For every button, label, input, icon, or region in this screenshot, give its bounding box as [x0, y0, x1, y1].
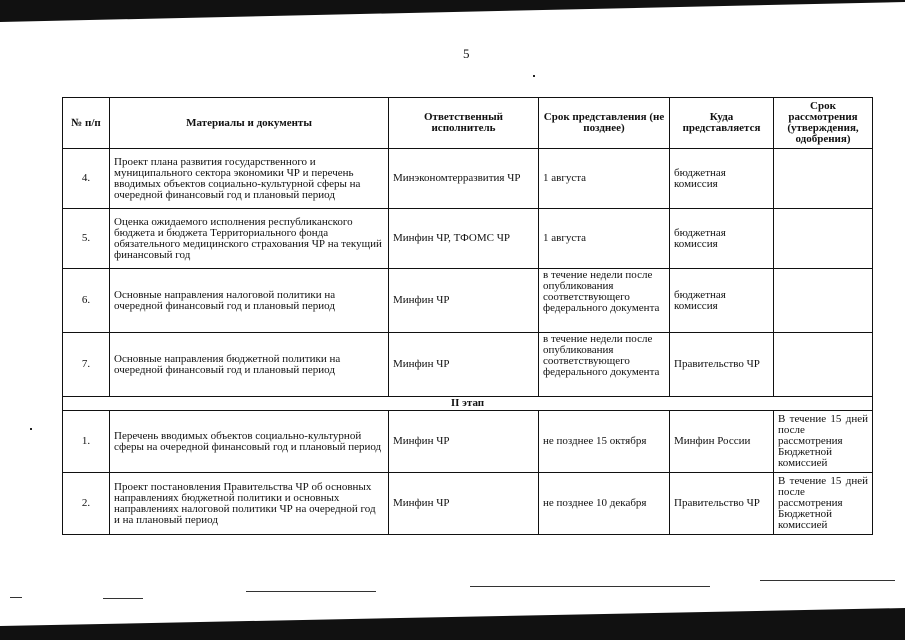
table-row	[63, 209, 873, 269]
where-cell: бюджетная комиссия	[670, 149, 774, 209]
table-row	[63, 269, 873, 333]
page-number: 5	[463, 46, 470, 61]
executor-cell: Минфин ЧР	[389, 411, 539, 473]
where-cell: бюджетная комиссия	[670, 269, 774, 333]
scan-artifact-line	[10, 597, 22, 598]
col-header-materials: Материалы и документы	[110, 98, 389, 149]
table-row	[63, 473, 873, 535]
stage-row	[63, 397, 873, 411]
table-header-row	[63, 98, 873, 149]
col-header-num: № п/п	[63, 98, 110, 149]
where-cell: бюджетная комиссия	[670, 209, 774, 269]
review-cell	[774, 149, 873, 209]
scan-speck	[533, 75, 535, 77]
col-header-executor: Ответственный исполнитель	[389, 98, 539, 149]
review-cell	[774, 209, 873, 269]
row-number: 1.	[63, 411, 110, 473]
where-cell: Минфин России	[670, 411, 774, 473]
deadline-cell: не позднее 15 октября	[539, 411, 670, 473]
materials-cell: Перечень вводимых объектов социально-культурной сферы на очередной финансовый год и плановый период	[110, 411, 389, 473]
scan-artifact-line	[103, 598, 143, 599]
executor-cell: Минэкономтерразвития ЧР	[389, 149, 539, 209]
review-cell	[774, 333, 873, 397]
where-cell: Правительство ЧР	[670, 473, 774, 535]
stage-label: II этап	[63, 397, 873, 411]
where-cell: Правительство ЧР	[670, 333, 774, 397]
materials-cell: Основные направления налоговой политики на очередной финансовый год и плановый период	[110, 269, 389, 333]
materials-cell: Проект плана развития государственного и муниципального сектора экономики ЧР и перечень вводимых объектов социально-культурной сферы на очередной финансовый год и плановый период	[110, 149, 389, 209]
scan-speck	[30, 428, 32, 430]
scan-bottom-border	[0, 600, 905, 640]
executor-cell: Минфин ЧР, ТФОМС ЧР	[389, 209, 539, 269]
materials-cell: Основные направления бюджетной политики на очередной финансовый год и плановый период	[110, 333, 389, 397]
scan-artifact-line	[470, 586, 710, 587]
deadline-cell: в течение недели после опубликования соответствующего федерального документа	[539, 333, 670, 397]
scan-top-border	[0, 0, 905, 30]
row-number: 2.	[63, 473, 110, 535]
executor-cell: Минфин ЧР	[389, 269, 539, 333]
deadline-cell: 1 августа	[539, 209, 670, 269]
review-cell	[774, 269, 873, 333]
deadline-cell: в течение недели после опубликования соответствующего федерального документа	[539, 269, 670, 333]
plan-table	[62, 97, 873, 535]
col-header-review: Срок рассмотрения (утверждения, одобрения)	[774, 98, 873, 149]
review-cell: В течение 15 дней после рассмотрения Бюджетной комиссией	[774, 473, 873, 535]
executor-cell: Минфин ЧР	[389, 333, 539, 397]
row-number: 5.	[63, 209, 110, 269]
table-row	[63, 149, 873, 209]
row-number: 4.	[63, 149, 110, 209]
row-number: 7.	[63, 333, 110, 397]
review-cell: В течение 15 дней после рассмотрения Бюджетной комиссией	[774, 411, 873, 473]
col-header-where: Куда представляется	[670, 98, 774, 149]
row-number: 6.	[63, 269, 110, 333]
scan-artifact-line	[246, 591, 376, 592]
materials-cell: Оценка ожидаемого исполнения республиканского бюджета и бюджета Территориального фонда обязательного медицинского страхования ЧР на текущий финансовый год	[110, 209, 389, 269]
scan-artifact-line	[760, 580, 895, 581]
executor-cell: Минфин ЧР	[389, 473, 539, 535]
table-row	[63, 333, 873, 397]
table-row	[63, 411, 873, 473]
col-header-deadline: Срок представления (не позднее)	[539, 98, 670, 149]
deadline-cell: не позднее 10 декабря	[539, 473, 670, 535]
materials-cell: Проект постановления Правительства ЧР об основных направлениях бюджетной политики и основных направлениях налоговой политики ЧР на очередной год и на плановый период	[110, 473, 389, 535]
deadline-cell: 1 августа	[539, 149, 670, 209]
